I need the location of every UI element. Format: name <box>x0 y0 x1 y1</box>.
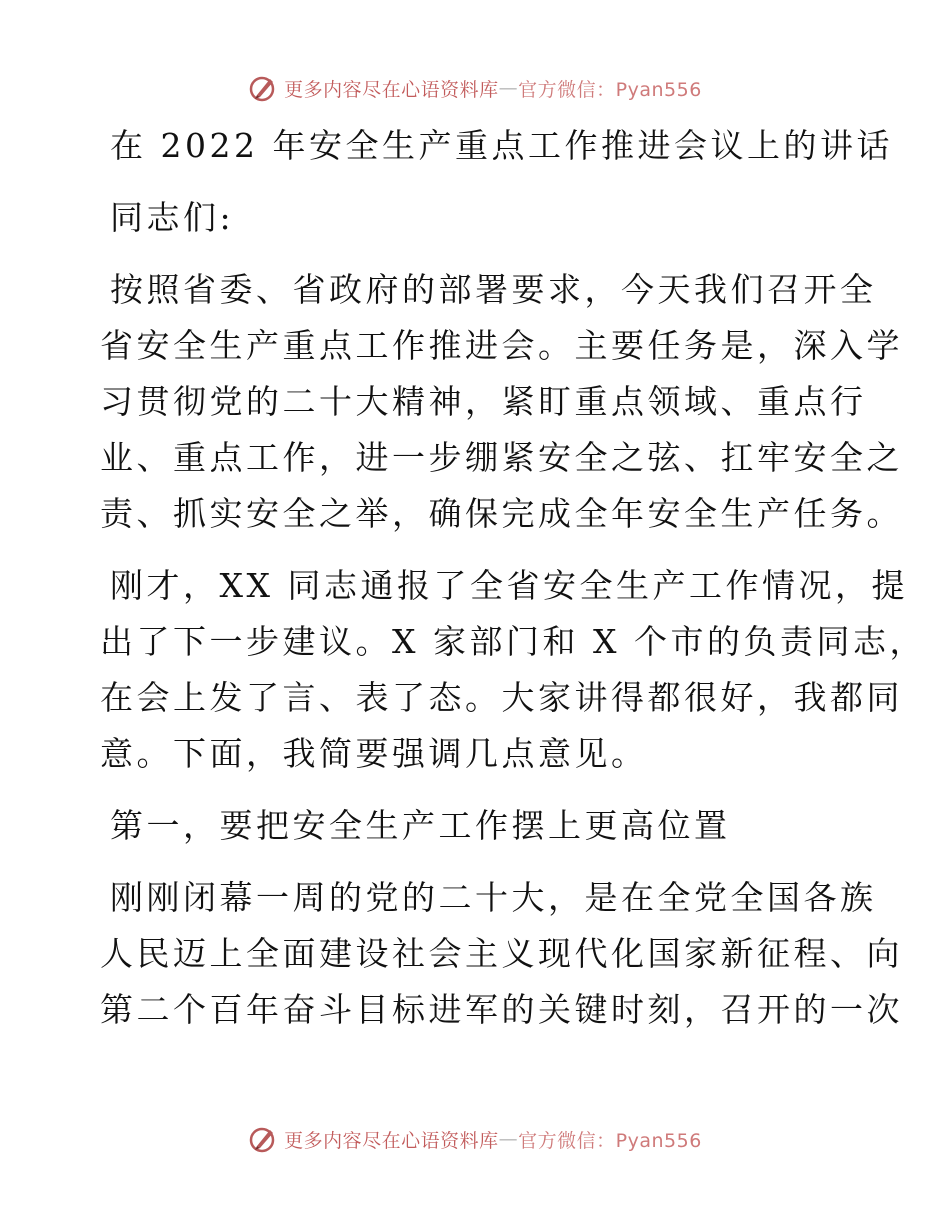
paragraph-line: 第二个百年奋斗目标进军的关键时刻，召开的一次 <box>100 990 903 1029</box>
paragraph-line: 责、抓实安全之举，确保完成全年安全生产任务。 <box>100 494 903 533</box>
section-heading-1 <box>100 798 850 854</box>
paragraph-line: 业、重点工作，进一步绷紧安全之弦、扛牢安全之 <box>100 438 903 477</box>
paragraph-line: 刚才，XX 同志通报了全省安全生产工作情况，提 <box>110 566 908 605</box>
paragraph-line: 刚刚闭幕一周的党的二十大，是在全党全国各族 <box>110 878 877 917</box>
paragraph-line: 习贯彻党的二十大精神，紧盯重点领域、重点行 <box>100 382 867 421</box>
watermark-wechat: 官方微信：Pyan556 <box>518 78 702 101</box>
watermark-separator: — <box>498 77 519 99</box>
paragraph-3 <box>100 870 903 1038</box>
watermark-header <box>0 73 950 103</box>
paragraph-line: 出了下一步建议。X 家部门和 X 个市的负责同志， <box>100 622 926 661</box>
watermark-brand: 更多内容尽在心语资料库 <box>284 78 499 101</box>
paragraph-line: 省安全生产重点工作推进会。主要任务是，深入学 <box>100 326 903 365</box>
pen-logo-icon <box>248 1124 278 1154</box>
watermark-footer <box>0 1124 950 1154</box>
salutation: 同志们: <box>110 198 235 237</box>
paragraph-1 <box>100 262 903 542</box>
paragraph-2 <box>100 558 926 782</box>
document-body <box>100 118 926 1038</box>
section-heading: 第一，要把安全生产工作摆上更高位置 <box>110 806 731 845</box>
document-title: 在 2022 年安全生产重点工作推进会议上的讲话 <box>110 126 893 165</box>
watermark-brand: 更多内容尽在心语资料库 <box>284 1129 499 1152</box>
watermark-wechat: 官方微信：Pyan556 <box>518 1129 702 1152</box>
watermark-separator: — <box>498 1128 519 1150</box>
paragraph-line: 在会上发了言、表了态。大家讲得都很好，我都同 <box>100 678 903 717</box>
paragraph-line: 按照省委、省政府的部署要求，今天我们召开全 <box>110 270 877 309</box>
pen-logo-icon <box>248 73 278 103</box>
paragraph-line: 人民迈上全面建设社会主义现代化国家新征程、向 <box>100 934 903 973</box>
paragraph-line: 意。下面，我简要强调几点意见。 <box>100 734 648 773</box>
